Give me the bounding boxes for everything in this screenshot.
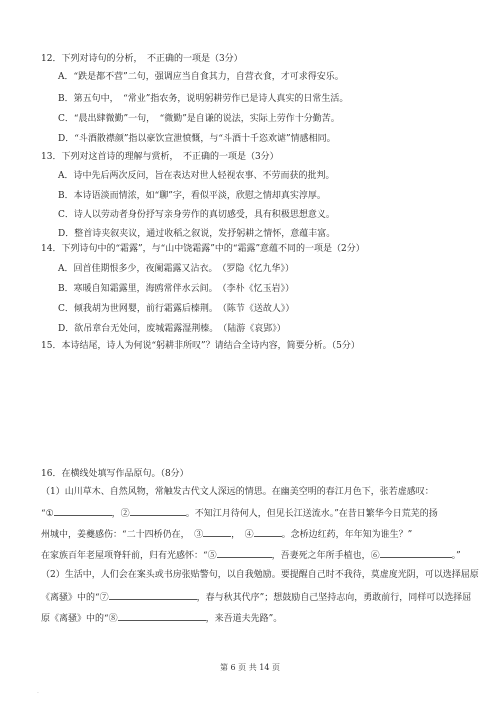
blank-label-8: 原《离骚》中的“⑧ bbox=[41, 614, 118, 624]
q14-option-d: D．欲吊章台无处问，废城霜露湿荆榛。 （陆游《哀郢》） bbox=[58, 324, 286, 334]
answer-blank-3[interactable] bbox=[203, 527, 231, 537]
corner-mark: · bbox=[37, 690, 39, 697]
q16-line-7 bbox=[41, 611, 282, 625]
answer-blank-4[interactable] bbox=[254, 527, 282, 537]
answer-blank-1[interactable] bbox=[54, 506, 112, 516]
q16-line-6 bbox=[41, 590, 471, 604]
q16-para-1: （1）山川草木、自然风物，常触发古代文人深远的情思。在幽美空明的春江月色下，张若虚感叹： bbox=[41, 487, 434, 497]
q12-stem: 12．下列对诗句的分析， 不正确的一项是（3分） bbox=[41, 54, 243, 64]
line-7-tail: ，来吾道夫先路”。 bbox=[205, 614, 283, 624]
q16-line-4 bbox=[41, 548, 461, 562]
q12-option-a: A．“跌是都不营”二句，强调应当自食其力，自营衣食，才可求得安乐。 bbox=[58, 72, 344, 82]
q12-option-b: B．第五句中， “常业”指农务，说明躬耕劳作已是诗人真实的日常生活。 bbox=[58, 94, 349, 104]
q13-option-a: A．诗中先后两次反问，旨在表达对世人轻视农事、不劳而获的批判。 bbox=[58, 171, 335, 181]
answer-blank-5[interactable] bbox=[217, 548, 272, 558]
q12-option-c: C．“晨出肆微勤”一句， “微勤”是自谦的说法，实际上劳作十分勤苦。 bbox=[58, 114, 340, 124]
line-3-tail: 。念桥边红药，年年知为谁生？” bbox=[281, 530, 413, 540]
line-4-tail: 。” bbox=[451, 551, 461, 561]
blank-label-7: 《离骚》中的“⑦ bbox=[41, 593, 109, 603]
q14-option-a: A．回首佳期恨多少，夜阑霜露又沾衣。 （罗隐《忆九华》） bbox=[58, 264, 295, 274]
answer-blank-7[interactable] bbox=[109, 590, 197, 600]
q13-option-c: C．诗人以劳动者身份抒写亲身劳作的真切感受，具有积极思想意义。 bbox=[58, 210, 335, 220]
blank-label-2: ，② bbox=[111, 509, 130, 519]
blank-label-1: “① bbox=[41, 509, 54, 519]
blank-label-4: ， ④ bbox=[231, 530, 254, 540]
q14-option-b: B．寒暖自知霜露里，海鸥常伴水云间。 （李朴《忆玉岩》） bbox=[58, 284, 295, 294]
q12-option-d: D．“斗酒散襟颜”指以豪饮宣泄愤慨，与“斗酒十千恣欢谑”情感相同。 bbox=[58, 134, 336, 144]
answer-blank-2[interactable] bbox=[130, 506, 186, 516]
q16-stem: 16．在横线处填写作品原句。（8分） bbox=[41, 469, 189, 479]
q14-option-c: C．倾我胡为世网婴，前行霜露后榛荆。 （陈节《送故人》） bbox=[58, 304, 295, 314]
q15-stem: 15．本诗结尾，诗人为何说“躬耕非所叹”？请结合全诗内容，简要分析。（5分） bbox=[41, 341, 360, 351]
blank-label-3: 州城中，姜夔感伤：“二十四桥仍在， ③ bbox=[41, 530, 204, 540]
q16-para-2: （2）生活中，人们会在案头或书房张贴警句，以自我勉励。要提醒自己时不我待，莫虚度光阴，可以选择屈原 bbox=[41, 570, 479, 580]
answer-blank-6[interactable] bbox=[380, 548, 452, 558]
answer-blank-8[interactable] bbox=[118, 611, 206, 621]
q13-option-d: D．整首诗夹叙夹议，通过收稻之叙说，发抒躬耕之情怀，意蕴丰富。 bbox=[58, 229, 336, 239]
blank-label-6: ，吾妻死之年所手植也，⑥ bbox=[271, 551, 380, 561]
line-2-tail: 。不知江月待何人，但见长江送流水。”在昔日繁华今日荒芜的扬 bbox=[185, 509, 438, 519]
q13-option-b: B．本诗语淡而情浓，如“聊”字，看似平淡，欣慰之情却真实淳厚。 bbox=[58, 191, 326, 201]
q16-line-3 bbox=[41, 527, 412, 541]
blank-label-5: 在家族百年老屋项脊轩前，归有光感怀：“⑤ bbox=[41, 551, 217, 561]
q16-line-2 bbox=[41, 506, 438, 520]
page-number: 第 6 页 共 14 页 bbox=[220, 663, 280, 672]
q13-stem: 13．下列对这首诗的理解与赏析， 不正确的一项是（3分） bbox=[41, 152, 279, 162]
line-6-tail: ，春与秋其代序”；想鼓励自己坚持志向，勇敢前行，同样可以选择屈 bbox=[196, 593, 472, 603]
q14-stem: 14．下列诗句中的“霜露”，与“山中饶霜露”中的“霜露”意蕴不同的一项是（2分） bbox=[41, 244, 365, 254]
